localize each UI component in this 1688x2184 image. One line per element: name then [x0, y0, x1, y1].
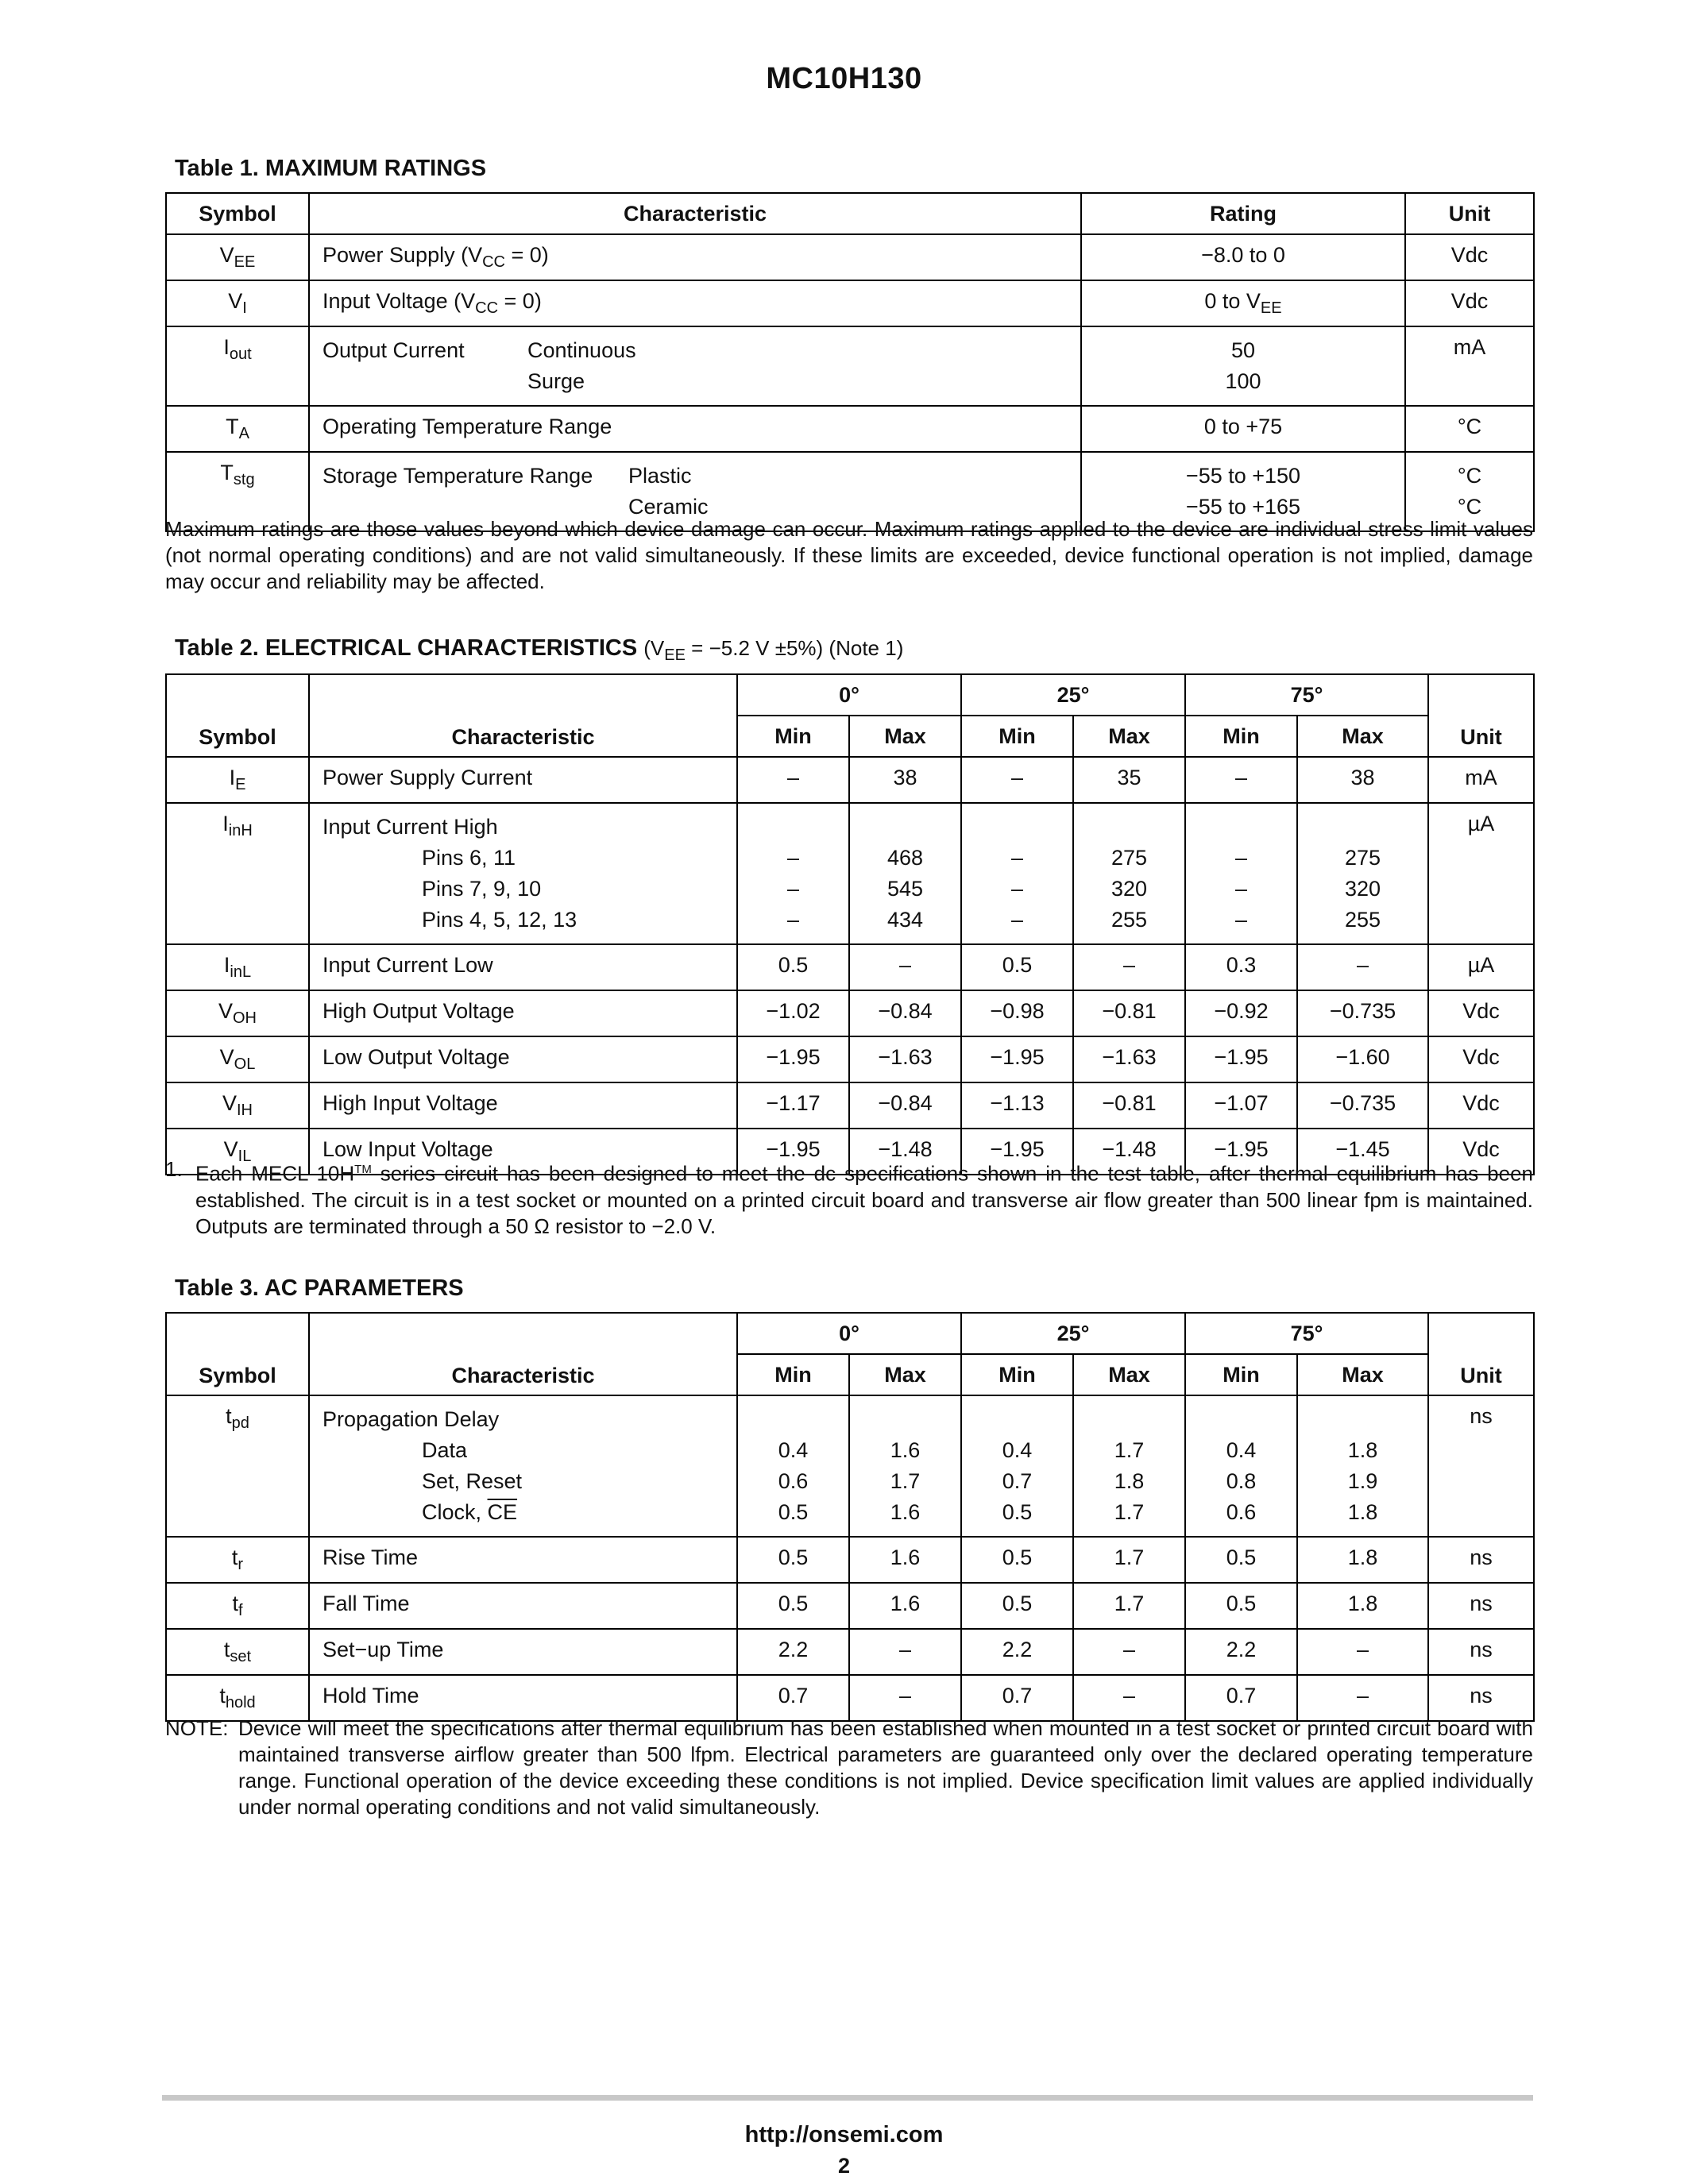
value: – [1235, 846, 1248, 870]
value: 0.5 [961, 1537, 1073, 1583]
note-text: Device will meet the specifications after thermal equilibrium has been established when mounted in a test socket or printed circuit board with maintained transverse airflow greater than 500 lfpm. Electrical parameters are guaranteed only over the declared operating temperature range. Functional operation of the device exceeding these conditions is not implied. Device specification limit values are applied individually under normal operating conditions and not valid simultaneously. [238, 1716, 1533, 1819]
unit: °C [1405, 406, 1534, 452]
symbol: $V_{OH}$ [218, 999, 257, 1027]
characteristic: Storage Temperature Range Plastic [323, 464, 692, 488]
value: 1.8 [1297, 1537, 1428, 1583]
value: 0.7 [961, 1675, 1073, 1721]
characteristic: Power Supply Current [309, 757, 737, 803]
pin-label: Pins 4, 5, 12, 13 [422, 908, 577, 932]
table-row [166, 803, 1534, 944]
value: 275 [1344, 846, 1381, 870]
table1-note: Maximum ratings are those values beyond which device damage can occur. Maximum ratings applied to the device are individual stress limit values (not normal operating conditions) and are not valid simultaneously. If these limits are exceeded, device functional operation is not implied, damage may occur and reliability may be affected. [165, 517, 1533, 593]
characteristic: Low Output Voltage [309, 1036, 737, 1082]
characteristic: Output Current Continuous [323, 338, 636, 362]
rating: 0 to $V_{EE}$ [1204, 289, 1282, 317]
value: – [1185, 757, 1297, 803]
table-header-row [166, 193, 1534, 234]
value: −0.81 [1073, 1082, 1185, 1129]
value: 0.5 [737, 944, 849, 990]
header-unit: Unit [1428, 674, 1534, 757]
value: −1.13 [961, 1082, 1073, 1129]
value: −1.02 [737, 990, 849, 1036]
table-row [166, 1675, 1534, 1721]
value: 0.5 [737, 1583, 849, 1629]
header-temp-25: 25° [961, 674, 1185, 716]
unit: ns [1428, 1629, 1534, 1675]
symbol: $t_{pd}$ [226, 1404, 249, 1432]
value: 1.8 [1297, 1583, 1428, 1629]
characteristic: Input Voltage $(V_{CC} = 0)$ [323, 289, 542, 317]
table3-caption: Table 3. AC PARAMETERS [175, 1275, 464, 1301]
value: 434 [886, 908, 924, 932]
table-header-row [166, 674, 1534, 716]
footnote-number: 1. [165, 1157, 183, 1181]
symbol: $T_{stg}$ [220, 461, 255, 488]
item-label: Clock, $\overline{CE}$ [422, 1500, 518, 1524]
maximum-ratings-table [165, 192, 1535, 532]
symbol: $t_f$ [232, 1592, 243, 1619]
characteristic-sub: Surge [527, 369, 585, 393]
value: 1.7 [1114, 1438, 1145, 1462]
value: – [1235, 877, 1248, 901]
header-temp-25: 25° [961, 1313, 1185, 1354]
value: −1.95 [737, 1036, 849, 1082]
value: – [786, 908, 800, 932]
symbol: $I_{inH}$ [222, 812, 253, 839]
rating: 50 [1230, 338, 1256, 362]
header-min: Min [1185, 716, 1297, 757]
value: −1.48 [1073, 1129, 1185, 1175]
unit: Vdc [1428, 1129, 1534, 1175]
characteristic: Low Input Voltage [309, 1129, 737, 1175]
characteristic-sub: Ceramic [628, 495, 709, 519]
value: – [786, 877, 800, 901]
table-row [166, 944, 1534, 990]
header-temp-0: 0° [737, 674, 961, 716]
value: 1.6 [849, 1583, 961, 1629]
value: 1.8 [1114, 1469, 1145, 1493]
value: 1.6 [890, 1500, 921, 1524]
symbol: $V_{OL}$ [219, 1045, 256, 1073]
symbol: $I_{inL}$ [223, 953, 252, 981]
symbol: $t_{hold}$ [219, 1684, 256, 1711]
value: – [1073, 944, 1185, 990]
page-number: 2 [837, 2154, 851, 2178]
value: −0.735 [1297, 1082, 1428, 1129]
value: – [1073, 1629, 1185, 1675]
symbol: $t_r$ [231, 1545, 244, 1573]
value: 1.7 [890, 1469, 921, 1493]
unit: ns [1428, 1537, 1534, 1583]
value: 0.5 [778, 1500, 809, 1524]
characteristic: High Output Voltage [309, 990, 737, 1036]
header-unit: Unit [1428, 1313, 1534, 1395]
value: −0.84 [849, 1082, 961, 1129]
table-row [166, 1036, 1534, 1082]
value: 0.6 [1226, 1500, 1257, 1524]
characteristic: Input Current High [323, 815, 498, 839]
symbol: $I_{out}$ [223, 335, 252, 363]
table-row [166, 1583, 1534, 1629]
table-row [166, 280, 1534, 326]
rating: −55 to +150 [1185, 464, 1301, 488]
unit: Vdc [1405, 280, 1534, 326]
header-max: Max [1297, 1354, 1428, 1395]
value: 0.5 [1002, 1500, 1033, 1524]
header-characteristic: Characteristic [309, 674, 737, 757]
header-temp-0: 0° [737, 1313, 961, 1354]
header-max: Max [1297, 716, 1428, 757]
value: 0.5 [961, 1583, 1073, 1629]
header-characteristic: Characteristic [309, 1313, 737, 1395]
value: −1.17 [737, 1082, 849, 1129]
value: – [1011, 877, 1024, 901]
table-row [166, 1629, 1534, 1675]
value: – [1073, 1675, 1185, 1721]
table1-caption: Table 1. MAXIMUM RATINGS [175, 156, 487, 181]
value: −1.95 [961, 1129, 1073, 1175]
value: 35 [1073, 757, 1185, 803]
table2-condition: ($V_{EE} = -5.2$ V ±5%) (Note 1) [643, 636, 904, 664]
header-temp-75: 75° [1185, 1313, 1428, 1354]
value: −0.84 [849, 990, 961, 1036]
characteristic: Rise Time [309, 1537, 737, 1583]
value: – [786, 846, 800, 870]
table-row [166, 990, 1534, 1036]
characteristic: Propagation Delay [323, 1407, 500, 1431]
value: −1.07 [1185, 1082, 1297, 1129]
unit: Vdc [1428, 990, 1534, 1036]
value: 255 [1111, 908, 1148, 932]
table-row [166, 757, 1534, 803]
value: 38 [1297, 757, 1428, 803]
unit: Vdc [1405, 234, 1534, 280]
value: −1.95 [1185, 1129, 1297, 1175]
value: 0.5 [1185, 1537, 1297, 1583]
characteristic: High Input Voltage [309, 1082, 737, 1129]
rating: 100 [1225, 369, 1261, 393]
header-min: Min [1185, 1354, 1297, 1395]
value: 0.7 [737, 1675, 849, 1721]
unit: ns [1428, 1583, 1534, 1629]
characteristic: Hold Time [309, 1675, 737, 1721]
footer-divider [162, 2095, 1533, 2101]
unit: Vdc [1428, 1082, 1534, 1129]
value: −0.92 [1185, 990, 1297, 1036]
unit: °C [1457, 464, 1482, 488]
value: – [961, 757, 1073, 803]
item-label: Data [422, 1438, 468, 1462]
symbol: $V_{IH}$ [222, 1091, 253, 1119]
value: −1.45 [1297, 1129, 1428, 1175]
footer-url-link[interactable]: http://onsemi.com [744, 2122, 944, 2147]
table3-note [165, 1715, 1533, 1820]
value: – [1011, 846, 1024, 870]
value: 2.2 [961, 1629, 1073, 1675]
value: – [1297, 1629, 1428, 1675]
rating: −55 to +165 [1185, 495, 1301, 519]
value: 38 [849, 757, 961, 803]
value: 0.3 [1185, 944, 1297, 990]
unit: µA [1428, 803, 1534, 944]
table2-caption: Table 2. ELECTRICAL CHARACTERISTICS ($V_{EE} = -5.2$ V ±5%) (Note 1) [175, 635, 904, 664]
unit: ns [1428, 1675, 1534, 1721]
table-row [166, 326, 1534, 406]
value: 0.5 [1185, 1583, 1297, 1629]
unit: ns [1428, 1395, 1534, 1537]
value: 1.7 [1073, 1583, 1185, 1629]
header-min: Min [961, 716, 1073, 757]
value: 1.8 [1347, 1500, 1378, 1524]
table-row [166, 234, 1534, 280]
electrical-characteristics-table [165, 673, 1535, 1175]
value: 0.4 [1002, 1438, 1033, 1462]
value: 0.6 [778, 1469, 809, 1493]
symbol: $t_{set}$ [223, 1638, 252, 1665]
header-rating: Rating [1081, 193, 1405, 234]
value: −0.98 [961, 990, 1073, 1036]
table-row [166, 406, 1534, 452]
value: 275 [1111, 846, 1148, 870]
header-unit: Unit [1405, 193, 1534, 234]
pin-label: Pins 7, 9, 10 [422, 877, 542, 901]
characteristic: Set−up Time [309, 1629, 737, 1675]
header-max: Max [849, 716, 961, 757]
symbol: $T_A$ [226, 415, 249, 442]
header-symbol: Symbol [166, 1313, 309, 1395]
rating: 0 to +75 [1081, 406, 1405, 452]
value: −1.95 [737, 1129, 849, 1175]
value: – [1011, 908, 1024, 932]
value: – [849, 944, 961, 990]
unit: °C [1457, 495, 1482, 519]
unit: mA [1428, 757, 1534, 803]
value: 2.2 [1185, 1629, 1297, 1675]
value: 1.6 [849, 1537, 961, 1583]
note-label: NOTE: [165, 1716, 229, 1740]
value: 1.7 [1073, 1537, 1185, 1583]
footnote-text: Each MECL 10H™ series circuit has been designed to meet the dc specifications shown in the test table, after thermal equilibrium has been established. The circuit is in a test socket or mounted on a printed circuit board and transverse air flow greater than 500 linear fpm is maintained. Outputs are terminated through a 50 Ω resistor to −2.0 V. [195, 1161, 1533, 1238]
value: 2.2 [737, 1629, 849, 1675]
value: 320 [1111, 877, 1148, 901]
value: −1.48 [849, 1129, 961, 1175]
value: 468 [886, 846, 924, 870]
value: 0.8 [1226, 1469, 1257, 1493]
value: 1.8 [1347, 1438, 1378, 1462]
characteristic: Input Current Low [309, 944, 737, 990]
table2-footnote [165, 1156, 1533, 1240]
value: 0.7 [1002, 1469, 1033, 1493]
value: −1.63 [1073, 1036, 1185, 1082]
value: 0.4 [1226, 1438, 1257, 1462]
ac-parameters-table [165, 1312, 1535, 1722]
unit: Vdc [1428, 1036, 1534, 1082]
symbol: $V_{IL}$ [223, 1137, 252, 1165]
characteristic: Fall Time [309, 1583, 737, 1629]
header-max: Max [849, 1354, 961, 1395]
value: −1.95 [1185, 1036, 1297, 1082]
value: 0.5 [737, 1537, 849, 1583]
item-label: Set, Reset [422, 1469, 523, 1493]
value: 1.9 [1347, 1469, 1378, 1493]
table-header-row [166, 1313, 1534, 1354]
header-min: Min [961, 1354, 1073, 1395]
unit: µA [1428, 944, 1534, 990]
value: 0.4 [778, 1438, 809, 1462]
value: – [1297, 1675, 1428, 1721]
value: −0.81 [1073, 990, 1185, 1036]
table-row [166, 1395, 1534, 1537]
header-min: Min [737, 716, 849, 757]
header-min: Min [737, 1354, 849, 1395]
value: – [1297, 944, 1428, 990]
header-characteristic: Characteristic [309, 193, 1081, 234]
value: −1.63 [849, 1036, 961, 1082]
rating: −8.0 to 0 [1081, 234, 1405, 280]
value: – [737, 757, 849, 803]
header-symbol: Symbol [166, 674, 309, 757]
header-max: Max [1073, 716, 1185, 757]
value: 545 [886, 877, 924, 901]
value: 320 [1344, 877, 1381, 901]
characteristic: Operating Temperature Range [309, 406, 1081, 452]
header-temp-75: 75° [1185, 674, 1428, 716]
value: 1.7 [1114, 1500, 1145, 1524]
value: – [849, 1675, 961, 1721]
value: – [1235, 908, 1248, 932]
value: 1.6 [890, 1438, 921, 1462]
value: 0.5 [961, 944, 1073, 990]
page-title: MC10H130 [766, 62, 922, 95]
table-row [166, 1537, 1534, 1583]
table-row [166, 1082, 1534, 1129]
header-symbol: Symbol [166, 193, 309, 234]
pin-label: Pins 6, 11 [422, 846, 516, 870]
value: 255 [1344, 908, 1381, 932]
value: −0.735 [1297, 990, 1428, 1036]
characteristic: Power Supply $(V_{CC} = 0)$ [323, 243, 549, 271]
value: −1.60 [1297, 1036, 1428, 1082]
value: – [849, 1629, 961, 1675]
value: 0.7 [1185, 1675, 1297, 1721]
unit: mA [1405, 326, 1534, 406]
value: −1.95 [961, 1036, 1073, 1082]
symbol: $V_{EE}$ [219, 243, 256, 271]
symbol: $I_E$ [229, 766, 246, 793]
symbol: $V_I$ [228, 289, 247, 317]
header-max: Max [1073, 1354, 1185, 1395]
